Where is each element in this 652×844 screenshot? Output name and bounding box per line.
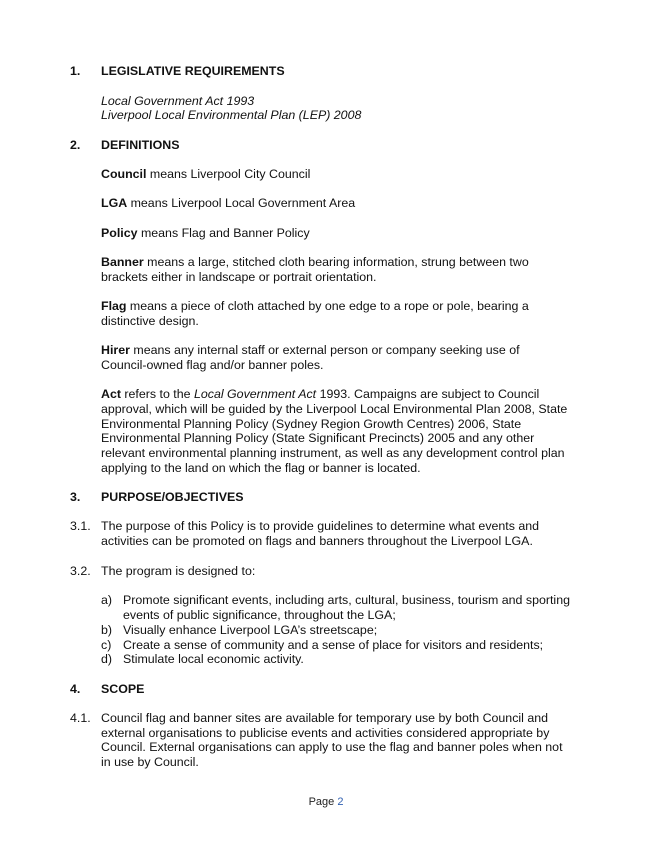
section-3-number: 3. <box>70 490 81 504</box>
clause-3-1-text: activities can be promoted on flags and banners throughout the Liverpool LGA. <box>101 534 533 548</box>
section-1-number: 1. <box>70 64 81 78</box>
section-2-number: 2. <box>70 138 81 152</box>
list-item-letter: b) <box>101 623 113 637</box>
list-item: Create a sense of community and a sense of place for visitors and residents; <box>123 638 544 652</box>
definition-council: Council means Liverpool City Council <box>101 167 311 181</box>
clause-4-1-text: in use by Council. <box>101 755 199 769</box>
definition-banner-cont: brackets either in landscape or portrait orientation. <box>101 270 377 284</box>
definition-act-cont: Environmental Planning Policy (State Significant Precincts) 2005 and any other <box>101 431 535 445</box>
definition-act: Act refers to the Local Government Act 1993. Campaigns are subject to Council <box>101 387 540 401</box>
clause-4-1-text: Council flag and banner sites are available for temporary use by both Council and <box>101 711 549 725</box>
list-item: Promote significant events, including arts, cultural, business, tourism and sporting <box>123 593 570 607</box>
list-item: Stimulate local economic activity. <box>123 652 304 666</box>
definition-flag-cont: distinctive design. <box>101 314 199 328</box>
section-4-title: SCOPE <box>101 682 145 696</box>
list-item-letter: d) <box>101 652 113 666</box>
page-label: Page <box>308 796 338 808</box>
definition-flag: Flag means a piece of cloth attached by one edge to a rope or pole, bearing a <box>101 299 529 313</box>
list-item-letter: a) <box>101 593 113 607</box>
list-item-cont: events of public significance, throughout the LGA; <box>123 608 396 622</box>
clause-3-2-number: 3.2. <box>70 564 91 578</box>
definition-act-cont: applying to the land on which the flag or banner is located. <box>101 461 421 475</box>
list-item: Visually enhance Liverpool LGA’s streetscape; <box>123 623 378 637</box>
page-footer <box>0 795 652 810</box>
clause-3-1-text: The purpose of this Policy is to provide guidelines to determine what events and <box>101 519 540 533</box>
clause-4-1-text: Council. External organisations can apply to use the flag and banner poles when not <box>101 740 563 754</box>
definition-hirer-cont: Council-owned flag and/or banner poles. <box>101 358 324 372</box>
page-number: 2 <box>337 796 344 808</box>
clause-4-1-text: external organisations to publicise events and activities considered appropriate by <box>101 726 550 740</box>
definition-policy: Policy means Flag and Banner Policy <box>101 226 310 240</box>
section-3-title: PURPOSE/OBJECTIVES <box>101 490 244 504</box>
definition-act-cont: Environmental Planning Policy (Sydney Region Growth Centres) 2006, State <box>101 417 522 431</box>
legislation-item: Local Government Act 1993 <box>101 94 255 108</box>
section-4-number: 4. <box>70 682 81 696</box>
clause-3-1-number: 3.1. <box>70 519 91 533</box>
definition-hirer: Hirer means any internal staff or external person or company seeking use of <box>101 343 520 357</box>
clause-4-1-number: 4.1. <box>70 711 91 725</box>
section-2-title: DEFINITIONS <box>101 138 180 152</box>
definition-act-cont: approval, which will be guided by the Liverpool Local Environmental Plan 2008, State <box>101 402 568 416</box>
definition-act-cont: relevant environmental planning instrument, as well as any development control plan <box>101 446 565 460</box>
clause-3-2-text: The program is designed to: <box>101 564 256 578</box>
section-1-title: LEGISLATIVE REQUIREMENTS <box>101 64 285 78</box>
definition-lga: LGA means Liverpool Local Government Area <box>101 196 356 210</box>
legislation-item: Liverpool Local Environmental Plan (LEP) 2008 <box>101 108 362 122</box>
list-item-letter: c) <box>101 638 112 652</box>
definition-banner: Banner means a large, stitched cloth bearing information, strung between two <box>101 255 529 269</box>
